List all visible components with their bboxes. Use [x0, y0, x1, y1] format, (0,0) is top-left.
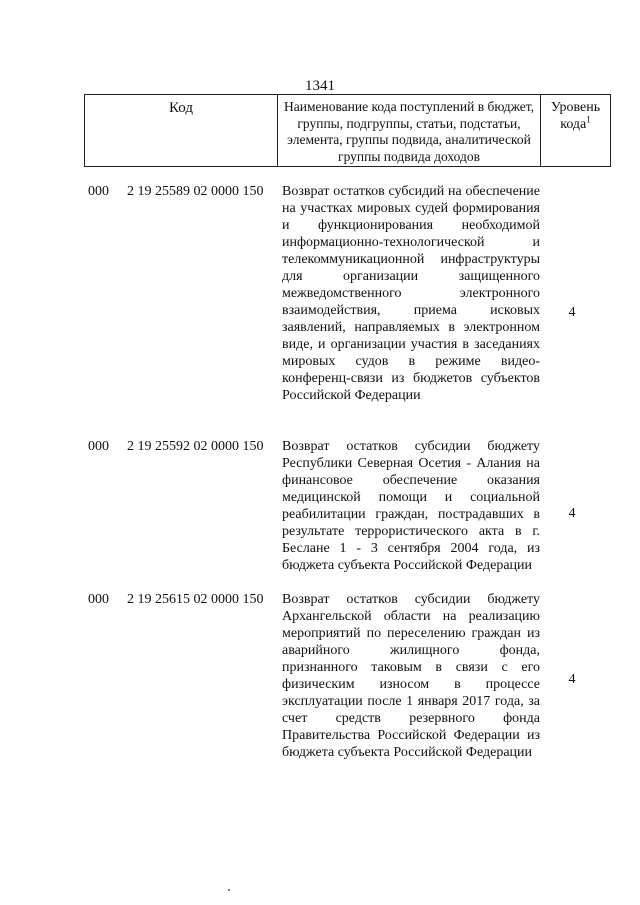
row-level: 4: [568, 305, 576, 320]
row-code: 2 19 25615 02 0000 150: [127, 592, 264, 607]
page-number: 1341: [305, 78, 335, 94]
scan-speck: [228, 889, 230, 891]
row-prefix: 000: [88, 439, 109, 454]
header-level: [541, 95, 610, 166]
row-prefix: 000: [88, 184, 109, 199]
row-description: Возврат остатков субсидии бюджету Республики Северная Осетия - Алания на финансовое обеспечение оказания медицинской помощи и социальной реабилитации граждан, пострадавших в результате террористического акта в г. Беслане 1 - 3 сентября 2004 года, из бюджета субъекта Российской Федерации: [282, 439, 540, 573]
row-prefix: 000: [88, 592, 109, 607]
header-code: Код: [85, 95, 278, 166]
header-level-text: Уровень кода: [550, 100, 601, 132]
table-header: [84, 94, 611, 167]
footnote-marker: 1: [586, 114, 591, 125]
row-description: Возврат остатков субсидии бюджету Архангельской области на реализацию мероприятий по переселению граждан из аварийного жилищного фонда, признанного таковым в связи с его физическим износом в процессе эксплуатации после 1 января 2017 года, за счет средств резервного фонда Правительства Российской Федерации из бюджета субъекта Российской Федерации: [282, 592, 540, 760]
row-code: 2 19 25589 02 0000 150: [127, 184, 264, 199]
row-description: Возврат остатков субсидий на обеспечение на участках мировых судей формирования и функционирования необходимой информационно-технологической и телекоммуникационной инфраструктуры для организации защищенного межведомственного электронного взаимодействия, приема исковых заявлений, направляемых в электронном виде, и организации участия в заседаниях мировых судов в режиме видео-конференц-связи из бюджетов субъектов Российской Федерации: [282, 184, 540, 403]
row-code: 2 19 25592 02 0000 150: [127, 439, 264, 454]
row-level: 4: [568, 506, 576, 521]
header-name: Наименование кода поступлений в бюджет, группы, подгруппы, статьи, подстатьи, элемента, группы подвида, аналитической группы подвида доходов: [278, 95, 541, 166]
row-level: 4: [568, 672, 576, 687]
